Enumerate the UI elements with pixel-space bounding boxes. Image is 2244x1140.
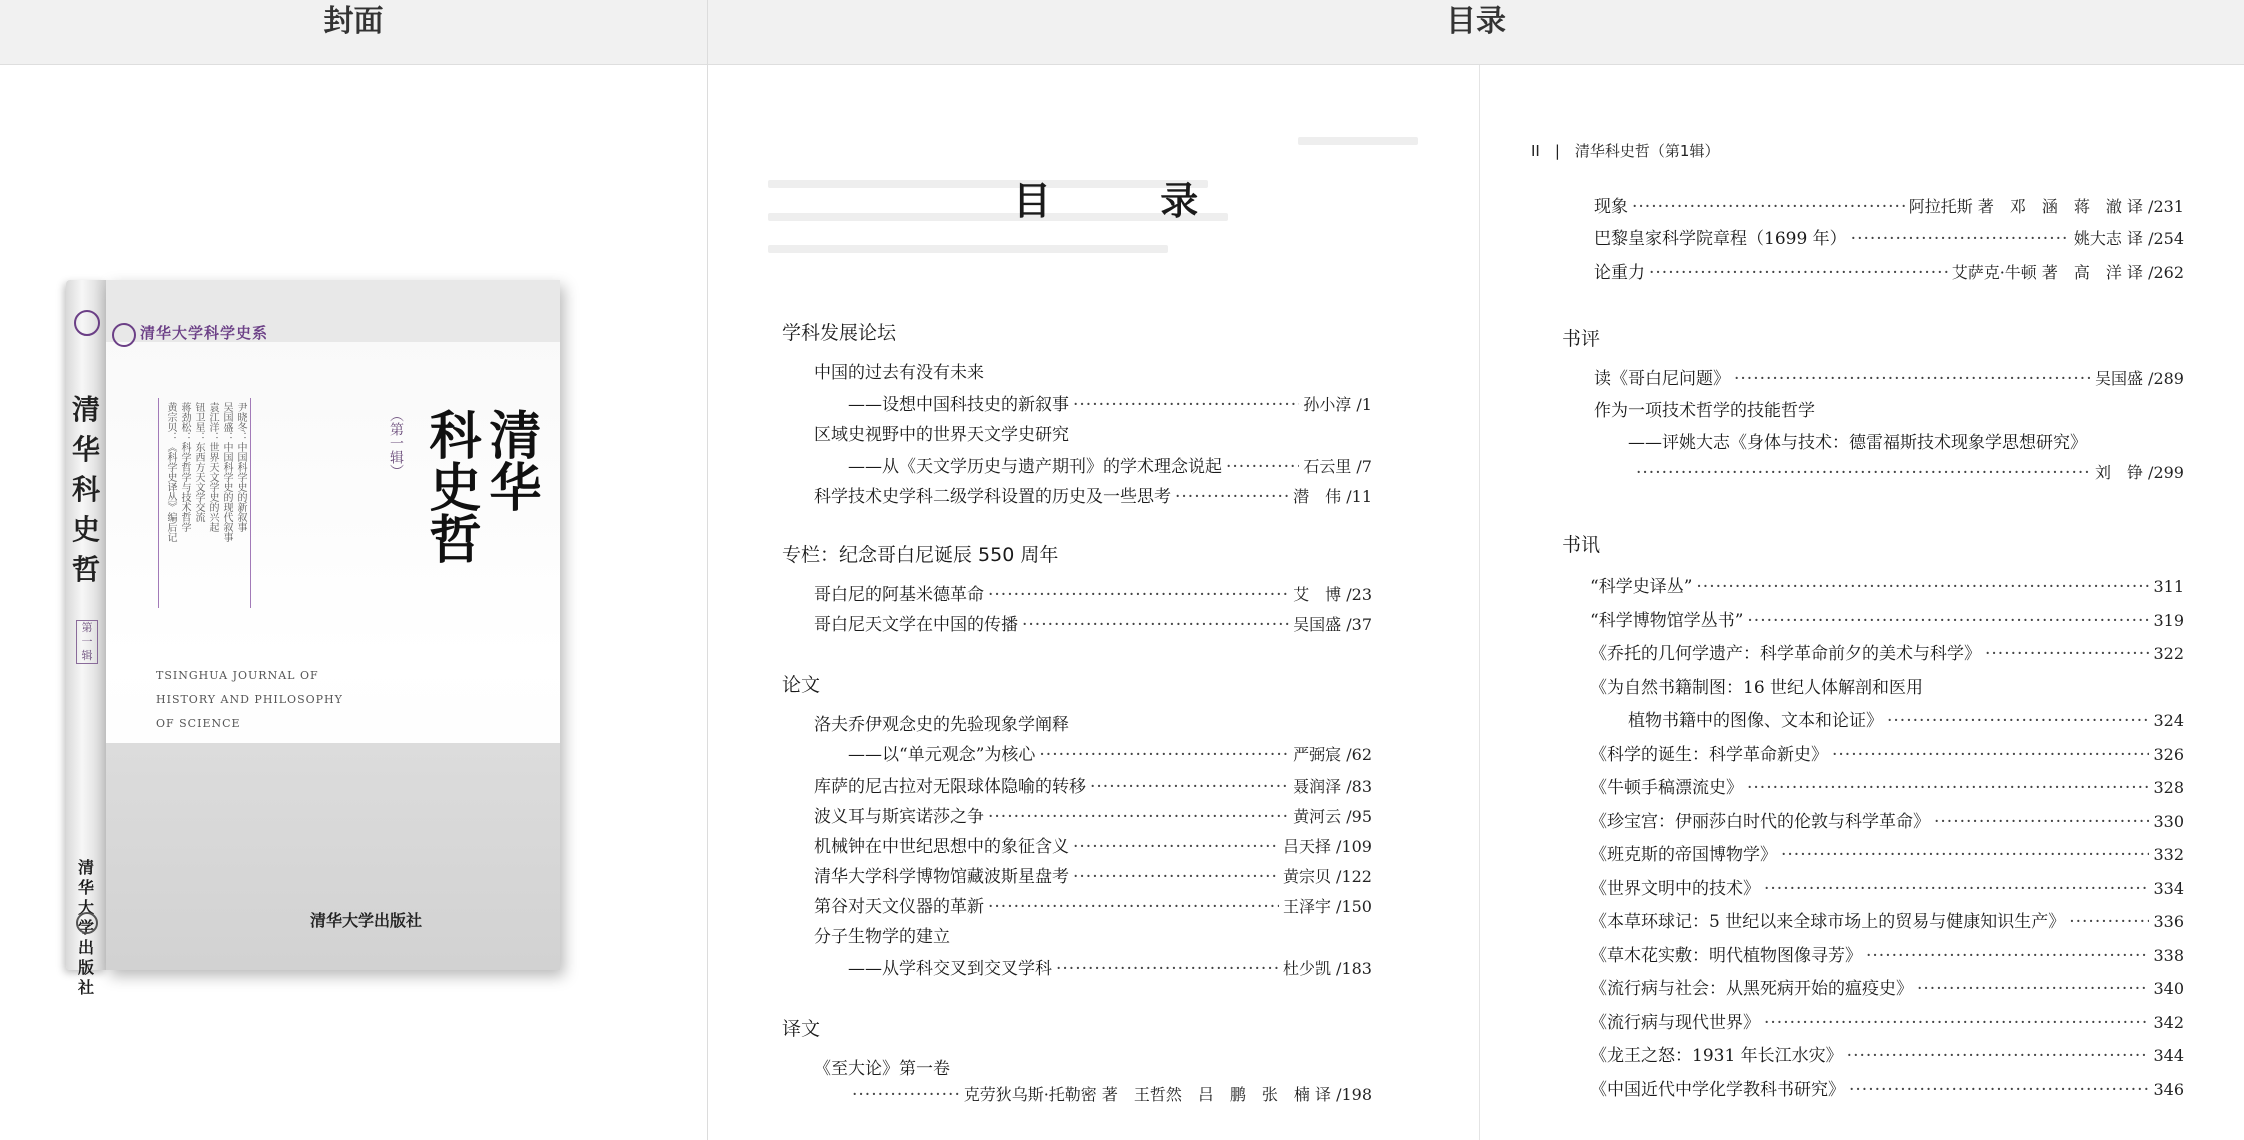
toc-entry[interactable] (848, 1082, 1372, 1105)
toc-section-heading: 书评 (1562, 328, 1601, 350)
toc-entry[interactable] (1590, 740, 2184, 765)
toc-entry-author-page: 344 (2153, 1046, 2184, 1065)
toc-entry-title: 论重力 (1594, 263, 1645, 283)
toc-entry-author-page: 严弼宸 /62 (1293, 745, 1372, 764)
leader-dots (1226, 457, 1299, 477)
book-front (106, 280, 560, 970)
toc-entry-author-page: 336 (2153, 912, 2184, 931)
running-head: II | 清华科史哲（第1辑） (1531, 142, 1720, 160)
leader-dots (2069, 912, 2149, 932)
toc-section-heading: 论文 (782, 674, 821, 696)
toc-entry-title: 《科学的诞生：科学革命新史》 (1590, 744, 1828, 765)
toc-entry-title: 《牛顿手稿漂流史》 (1590, 778, 1743, 798)
spine-issue: 第一辑 (76, 620, 98, 664)
toc-entry[interactable] (814, 832, 1372, 857)
toc-entry[interactable] (1590, 639, 2184, 664)
leader-dots (1039, 745, 1289, 765)
toc-entry[interactable] (1590, 907, 2184, 932)
leader-dots (1917, 979, 2149, 999)
toc-entry[interactable] (1590, 807, 2184, 832)
toc-entry-author-page: 334 (2153, 878, 2184, 898)
spine-publisher-seal-icon (76, 912, 98, 934)
cover-issue: （第一辑） (388, 408, 404, 478)
leader-dots (1734, 369, 2091, 389)
toc-entry-title: 《班克斯的帝国博物学》 (1590, 845, 1777, 865)
toc-entry[interactable]: ——评姚大志《身体与技术：德雷福斯技术现象学思想研究》 (1628, 433, 2087, 453)
bleed-through (768, 245, 1168, 253)
toc-entry[interactable] (1594, 224, 2184, 249)
book-cover[interactable] (66, 280, 560, 997)
cover-highlight-line: 吴国盛：中国科学史的现代叙事 (221, 402, 232, 542)
toc-entry[interactable]: 洛夫乔伊观念史的先验现象学阐释 (814, 715, 1069, 735)
toc-entry[interactable] (1590, 1008, 2184, 1033)
toc-entry[interactable] (814, 892, 1372, 917)
toc-entry[interactable]: 《为自然书籍制图：16 世纪人体解剖和医用 (1590, 677, 1924, 698)
toc-entry[interactable] (1590, 974, 2184, 999)
toc-entry[interactable] (1628, 706, 2184, 731)
toc-entry[interactable]: 分子生物学的建立 (814, 927, 950, 947)
cover-publisher: 清华大学出版社 (310, 911, 423, 930)
toc-section-heading: 学科发展论坛 (782, 322, 897, 344)
toc-entry-author-page: 阿拉托斯 著 邓 涵 蒋 澈 译 /231 (1908, 197, 2184, 216)
cover-highlight-line: 蒋劲松：科学哲学与技术哲学 (179, 402, 190, 532)
toc-entry-author-page: 黄宗贝 /122 (1282, 867, 1372, 886)
toc-entry[interactable] (1590, 941, 2184, 966)
toc-entry[interactable] (814, 580, 1372, 605)
toc-entry-title: 科学技术史学科二级学科设置的历史及一些思考 (814, 487, 1171, 507)
toc-entry[interactable] (814, 482, 1372, 507)
toc-entry-title: 巴黎皇家科学院章程（1699 年） (1594, 229, 1847, 249)
cover-tab-label: 封面 (323, 4, 384, 39)
leader-dots (988, 897, 1279, 917)
spine-title: 清华科史哲 (71, 393, 100, 586)
spine-publisher: 清华大学出版社 (77, 858, 94, 997)
toc-entry[interactable] (1590, 572, 2184, 597)
toc-tab-label: 目录 (1446, 4, 1506, 39)
leader-dots (1696, 577, 2149, 597)
toc-entry-author-page: 吴国盛 /289 (2094, 369, 2184, 388)
toc-entry[interactable] (1590, 1041, 2184, 1066)
toc-section-heading: 译文 (782, 1018, 821, 1040)
toc-entry-author-page: 319 (2153, 610, 2184, 630)
toc-entry[interactable]: 《至大论》第一卷 (814, 1059, 950, 1079)
leader-dots (1747, 778, 2149, 798)
toc-entry-title: 哥白尼的阿基米德革命 (814, 585, 984, 605)
leader-dots (988, 585, 1289, 605)
toc-entry[interactable] (814, 772, 1372, 797)
toc-entry-title: 机械钟在中世纪思想中的象征含义 (814, 837, 1069, 857)
front-bottom-band (106, 743, 560, 970)
leader-dots (1764, 879, 2149, 899)
leader-dots (1887, 711, 2149, 731)
toc-entry-author-page: 328 (2153, 778, 2184, 797)
toc-entry-author-page: 刘 铮 /299 (2094, 463, 2184, 482)
toc-title: 目 录 (1013, 178, 1247, 223)
cover-highlight-line: 黄宗贝：《科学史译丛》编后记 (165, 402, 176, 542)
leader-dots (1090, 777, 1289, 797)
leader-dots (1764, 1013, 2149, 1033)
toc-entry-author-page: 326 (2153, 744, 2184, 764)
toc-entry-author-page: 聂润泽 /83 (1293, 777, 1372, 796)
english-title-line: TSINGHUA JOURNAL OF (156, 669, 319, 682)
toc-entry-title: 《草木花实敷：明代植物图像寻芳》 (1590, 945, 1862, 966)
toc-entry-title: 现象 (1594, 197, 1628, 217)
toc-entry[interactable] (1590, 1075, 2184, 1100)
leader-dots (1849, 1080, 2149, 1100)
toc-entry-author-page: 324 (2153, 711, 2184, 730)
toc-entry[interactable] (1590, 773, 2184, 798)
toc-entry-title: “科学史译丛” (1590, 577, 1693, 597)
toc-entry-author-page: 吴国盛 /37 (1293, 615, 1372, 634)
toc-entry-title: 《流行病与社会：从黑死病开始的瘟疫史》 (1590, 979, 1913, 999)
toc-entry[interactable] (814, 610, 1372, 635)
department-name: 清华大学科学史系 (140, 324, 269, 342)
leader-dots (1073, 837, 1279, 857)
cover-highlight-line: 袁江洋：世界天文学史的兴起 (207, 402, 218, 532)
leader-dots (1747, 611, 2149, 631)
leader-dots (1022, 615, 1289, 635)
book-spine (66, 280, 106, 997)
toc-entry-author-page: 克劳狄乌斯·托勒密 著 王哲然 吕 鹏 张 楠 译 /198 (963, 1085, 1372, 1104)
toc-entry-title: “科学博物馆学丛书” (1590, 610, 1744, 631)
toc-entry[interactable]: 作为一项技术哲学的技能哲学 (1594, 401, 1815, 421)
english-title-line: OF SCIENCE (156, 717, 241, 730)
leader-dots (1781, 845, 2149, 865)
toc-entry-author-page: 346 (2153, 1079, 2184, 1099)
toc-entry-title: 《龙王之怒：1931 年长江水灾》 (1590, 1046, 1843, 1066)
toc-entry-author-page: 332 (2153, 845, 2184, 864)
toc-entry-title: ——从学科交叉到交叉学科 (848, 959, 1052, 979)
toc-entry[interactable] (1590, 606, 2184, 631)
highlight-rule-right (250, 398, 251, 608)
toc-entry[interactable] (1590, 874, 2184, 899)
toc-entry-title: ——设想中国科技史的新叙事 (848, 395, 1069, 415)
english-title-line: HISTORY AND PHILOSOPHY (156, 693, 343, 706)
leader-dots (1832, 745, 2149, 765)
english-title (156, 664, 343, 736)
leader-dots (1934, 812, 2149, 832)
leader-dots (1056, 959, 1279, 979)
toc-section-heading: 书讯 (1562, 534, 1601, 556)
toc-entry-author-page: 342 (2153, 1012, 2184, 1032)
toc-entry-author-page: 石云里 /7 (1303, 457, 1372, 476)
toc-entry[interactable] (814, 802, 1372, 827)
toc-entry-title: 清华大学科学博物馆藏波斯星盘考 (814, 867, 1069, 887)
spine-seal-icon (74, 310, 100, 336)
toc-entry[interactable] (814, 862, 1372, 887)
leader-dots (1175, 487, 1289, 507)
toc-entry-author-page: 311 (2153, 577, 2184, 596)
toc-entry-author-page: 340 (2153, 979, 2184, 998)
cover-highlight-line: 钮卫星：东西方天文学交流 (193, 402, 204, 522)
cover-title-col1: 清华 (480, 408, 541, 512)
leader-dots (1649, 263, 1948, 283)
toc-entry-author-page: 338 (2153, 945, 2184, 965)
leader-dots (1073, 867, 1279, 887)
toc-entry[interactable] (848, 740, 1372, 765)
toc-entry[interactable] (1594, 258, 2184, 283)
toc-entry-title: 《珍宝宫：伊丽莎白时代的伦敦与科学革命》 (1590, 811, 1930, 832)
leader-dots (1985, 644, 2149, 664)
toc-entry-author-page: 黄河云 /95 (1293, 807, 1372, 826)
toc-entry-title: 第谷对天文仪器的革新 (814, 897, 984, 917)
toc-entry[interactable] (1594, 192, 2184, 217)
toc-entry-title: 《乔托的几何学遗产：科学革命前夕的美术与科学》 (1590, 644, 1981, 664)
toc-entry-title: 《世界文明中的技术》 (1590, 878, 1760, 899)
university-seal-icon (112, 323, 136, 347)
toc-entry[interactable]: 区域史视野中的世界天文学史研究 (814, 425, 1069, 445)
toc-entry-title: 植物书籍中的图像、文本和论证》 (1628, 711, 1883, 731)
toc-entry-title: ——以“单元观念”为核心 (848, 745, 1036, 765)
cover-highlight-line: 尹晓冬：中国科学史的新叙事 (235, 402, 246, 532)
toc-entry-author-page: 杜少凯 /183 (1282, 959, 1372, 978)
toc-entry[interactable] (848, 390, 1372, 415)
toc-entry-author-page: 孙小淳 /1 (1303, 395, 1372, 414)
toc-entry-title: 《流行病与现代世界》 (1590, 1012, 1760, 1033)
toc-entry-author-page: 潜 伟 /11 (1293, 487, 1372, 506)
toc-entry-author-page: 艾 博 /23 (1293, 585, 1372, 604)
toc-entry[interactable] (848, 954, 1372, 979)
leader-dots (1632, 197, 1905, 217)
leader-dots (852, 1085, 960, 1105)
toc-entry[interactable]: 中国的过去有没有未来 (814, 363, 984, 383)
toc-entry-title: 读《哥白尼问题》 (1594, 369, 1730, 389)
toc-entry-author-page: 330 (2153, 811, 2184, 831)
toc-section-heading: 专栏：纪念哥白尼诞辰 550 周年 (782, 544, 1059, 566)
leader-dots (1073, 395, 1299, 415)
toc-entry[interactable] (1590, 840, 2184, 865)
toc-entry-title: 《中国近代中学化学教科书研究》 (1590, 1079, 1845, 1100)
toc-entry-author-page: 艾萨克·牛顿 著 高 洋 译 /262 (1951, 263, 2184, 282)
leader-dots (1866, 946, 2149, 966)
toc-entry-title: ——从《天文学历史与遗产期刊》的学术理念说起 (848, 457, 1222, 477)
toc-entry[interactable] (1632, 460, 2184, 483)
toc-entry-title: 库萨的尼古拉对无限球体隐喻的转移 (814, 777, 1086, 797)
toc-entry-author-page: 吕天择 /109 (1282, 837, 1372, 856)
toc-entry-author-page: 姚大志 译 /254 (2073, 229, 2184, 248)
toc-entry[interactable] (1594, 364, 2184, 389)
leader-dots (1636, 463, 2091, 483)
bleed-through (1298, 137, 1418, 145)
toc-entry-title: 《本草环球记：5 世纪以来全球市场上的贸易与健康知识生产》 (1590, 912, 2066, 932)
leader-dots (988, 807, 1289, 827)
leader-dots (1851, 229, 2070, 249)
highlight-rule-left (158, 398, 159, 608)
toc-entry-title: 波义耳与斯宾诺莎之争 (814, 807, 984, 827)
cover-title-col2: 科史哲 (420, 408, 481, 564)
toc-entry-author-page: 322 (2153, 644, 2184, 663)
toc-entry[interactable] (848, 452, 1372, 477)
toc-entry-author-page: 王泽宇 /150 (1282, 897, 1372, 916)
leader-dots (1847, 1046, 2150, 1066)
toc-entry-title: 哥白尼天文学在中国的传播 (814, 615, 1018, 635)
